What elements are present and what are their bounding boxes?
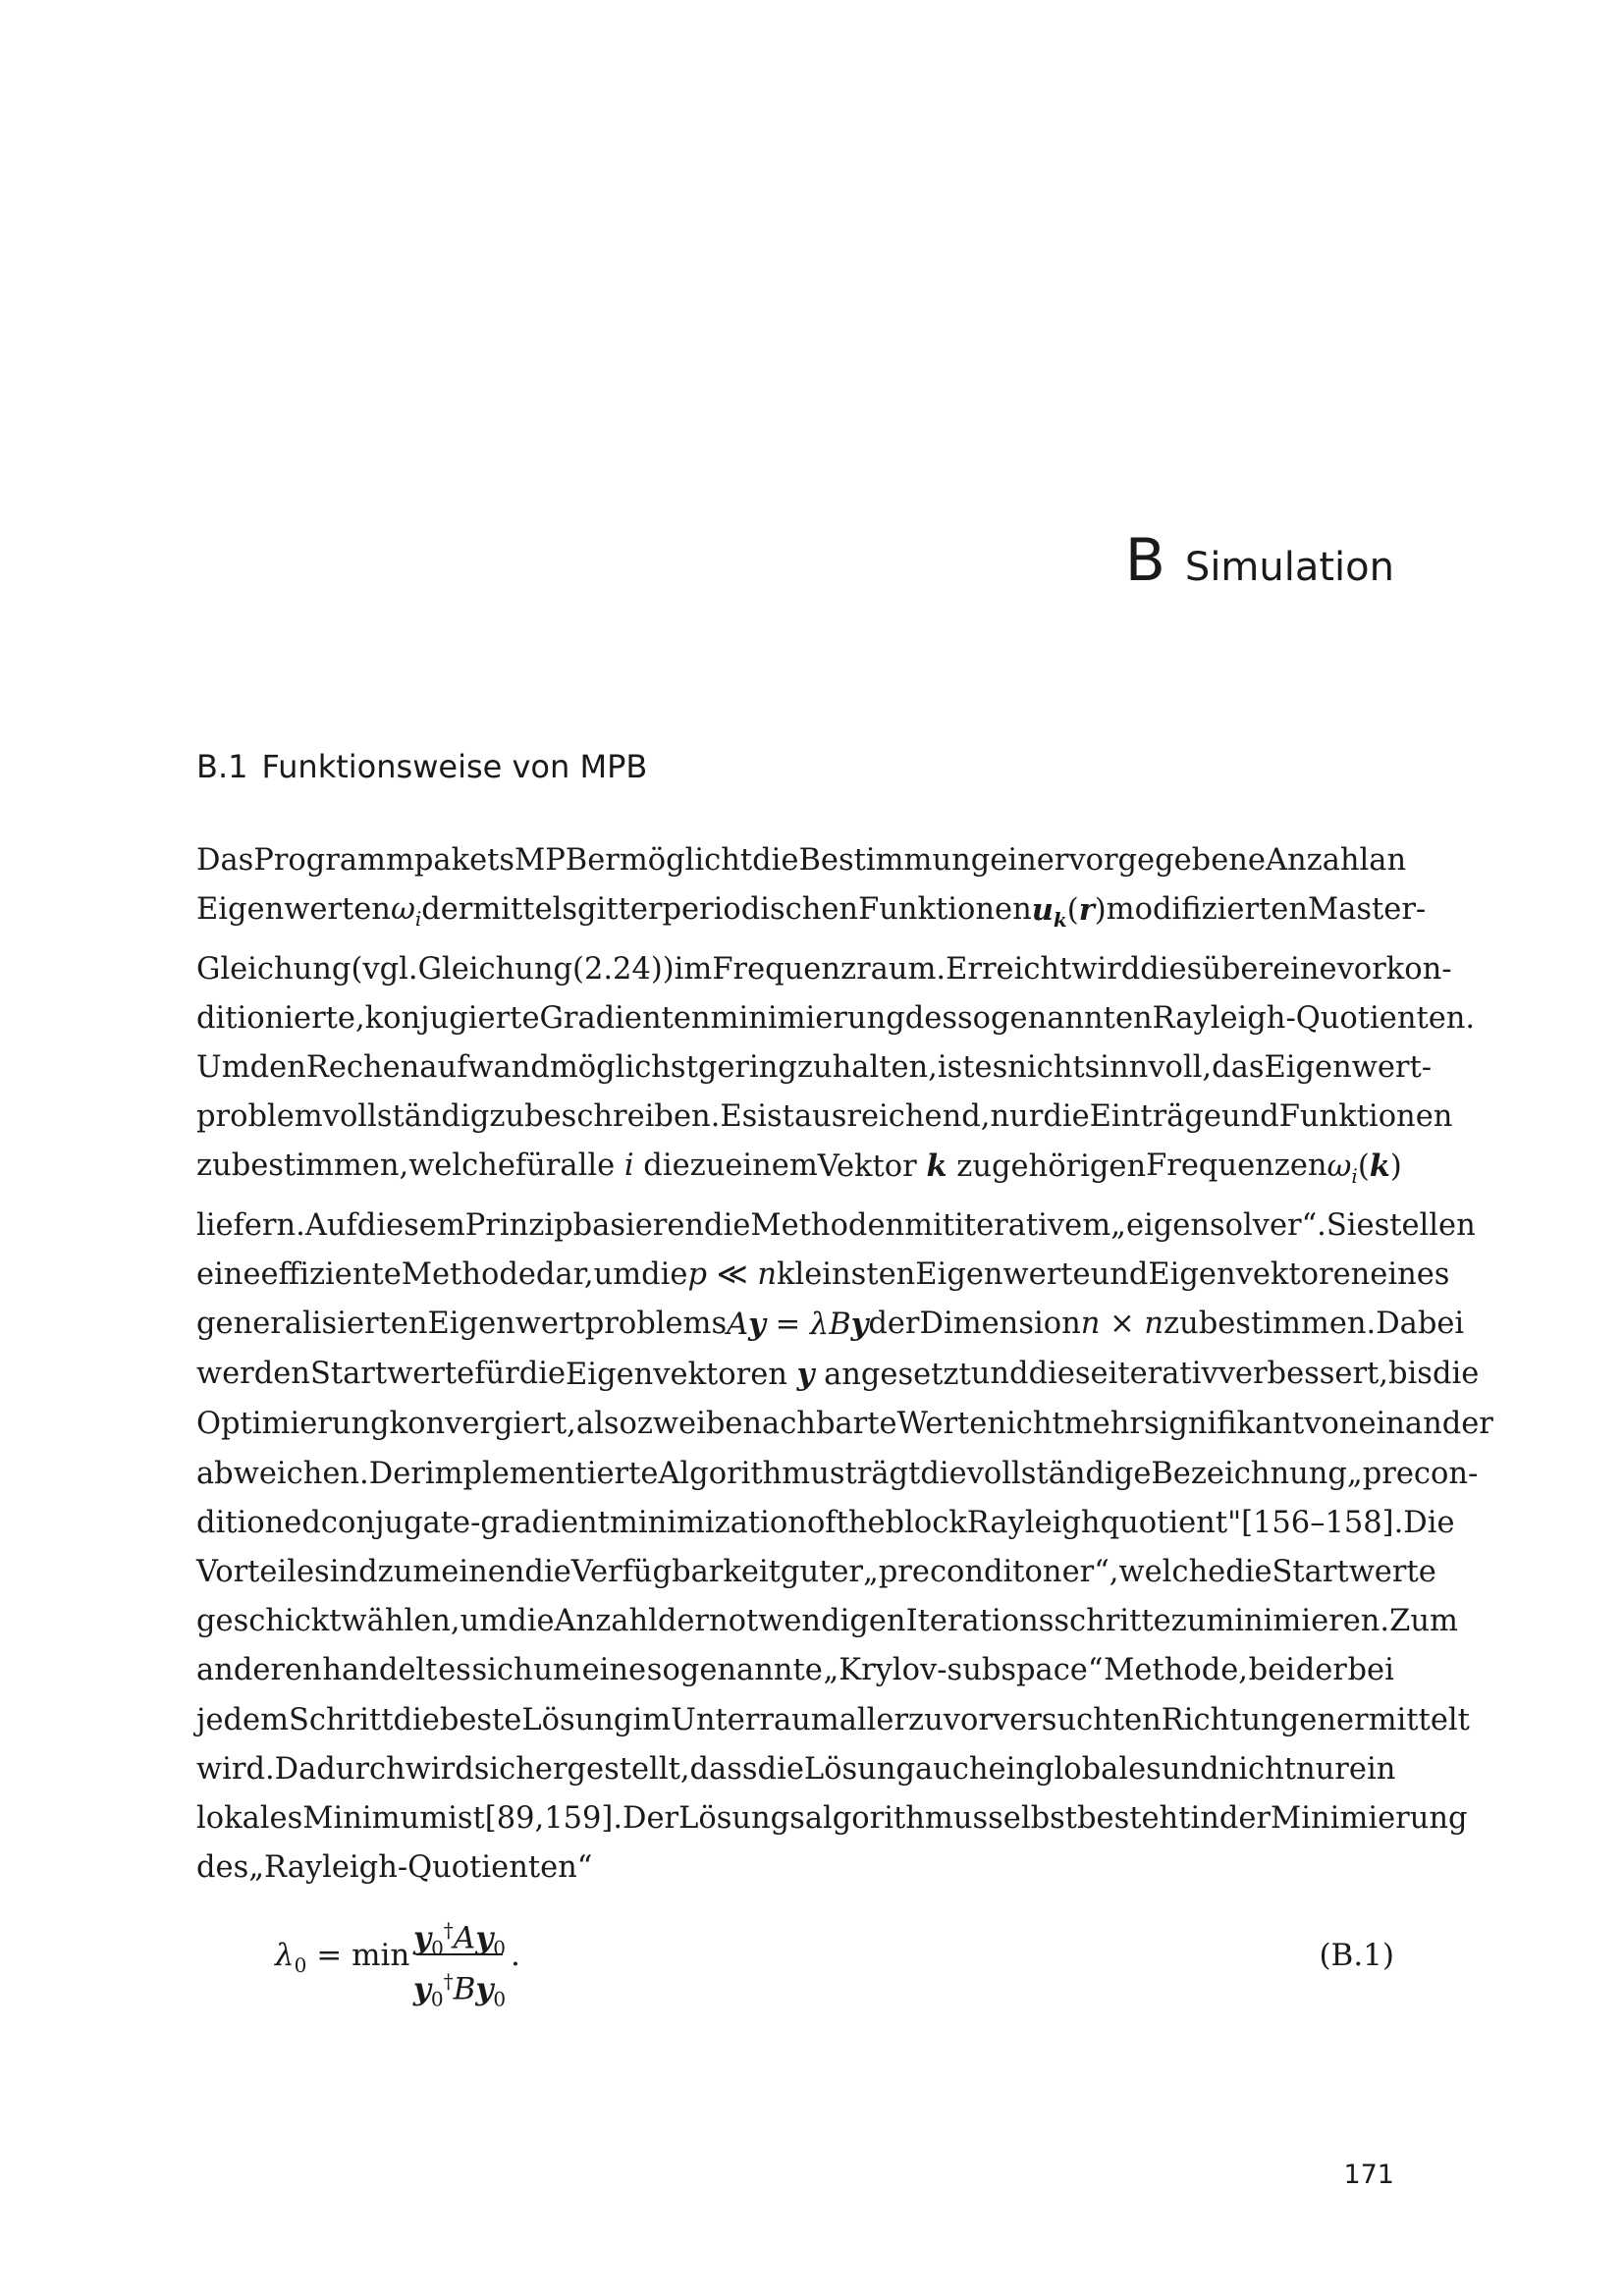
word: Lösungsalgorithmus	[678, 1801, 989, 1837]
word: bei	[1347, 1653, 1394, 1688]
word: guter	[780, 1555, 863, 1590]
text-line	[196, 1043, 1433, 1093]
word: zu	[489, 1099, 525, 1135]
word: über	[1202, 951, 1273, 987]
word: jedem	[196, 1702, 290, 1737]
word: vorgegebene	[1068, 843, 1266, 878]
word: vollständige	[966, 1456, 1152, 1491]
word: die	[1043, 1099, 1090, 1135]
word: auch	[914, 1751, 989, 1787]
word: es	[438, 1653, 471, 1688]
word: Bestimmung	[798, 843, 991, 878]
word: zu	[689, 1148, 726, 1184]
word: Minimierung	[1271, 1801, 1468, 1837]
word: Optimierung	[196, 1407, 390, 1442]
word: „preconditoner“,	[862, 1555, 1119, 1590]
text-line	[196, 1400, 1493, 1449]
word: versuchten	[992, 1702, 1162, 1737]
word: ist	[937, 1049, 975, 1085]
word: sinnvoll,	[1084, 1049, 1213, 1085]
word: die	[920, 1456, 967, 1491]
word: nicht	[987, 1407, 1064, 1442]
text-line	[196, 1499, 1455, 1548]
word: Rayleigh-Quotienten.	[1152, 1000, 1476, 1036]
word: dass	[689, 1751, 758, 1787]
word: nicht	[1218, 1751, 1297, 1787]
equation-fraction	[410, 1906, 509, 2011]
word: gering	[697, 1049, 797, 1085]
text-line	[196, 1350, 1480, 1400]
word: wird	[1071, 951, 1141, 987]
text-line	[196, 885, 1427, 944]
word: benachbarte	[705, 1407, 897, 1442]
word: alle i die	[560, 1148, 690, 1184]
word: die	[752, 843, 799, 878]
word: Sie	[1326, 1207, 1375, 1243]
word: also	[575, 1407, 637, 1442]
word: Eigenwerten	[196, 892, 391, 928]
word: „Rayleigh-Quotienten“	[248, 1850, 593, 1886]
word: Lösung	[803, 1751, 915, 1787]
word: um	[460, 1604, 509, 1639]
word: abweichen.	[196, 1456, 369, 1491]
word: Methode,	[1104, 1653, 1248, 1688]
text-line	[196, 1548, 1436, 1597]
word: um	[533, 1653, 581, 1688]
word: conjugate-gradient	[320, 1505, 610, 1540]
word: die	[757, 1751, 804, 1787]
section-heading	[196, 748, 647, 785]
word: zu	[1164, 1307, 1199, 1342]
word: bis	[1388, 1357, 1433, 1392]
word: Master-	[1307, 892, 1427, 928]
equation-numerator: $y_0^\dagger Ay_0$	[413, 1918, 506, 1960]
word: der	[1218, 1801, 1272, 1837]
word: und	[970, 1357, 1029, 1392]
word: verbessert,	[1218, 1357, 1389, 1392]
word: Die	[1403, 1505, 1455, 1540]
word: ist	[757, 1099, 794, 1135]
word: globales	[1035, 1751, 1162, 1787]
word: es	[974, 1049, 1008, 1085]
text-line	[196, 1646, 1394, 1695]
word: Auf	[304, 1207, 357, 1243]
word: Vorteile	[196, 1555, 315, 1590]
word: Rayleigh	[966, 1505, 1101, 1540]
word: des	[904, 1000, 957, 1036]
word: of	[806, 1505, 837, 1540]
word: ausreichend,	[793, 1099, 991, 1135]
word: Eigenwerte	[915, 1256, 1091, 1292]
word: werden	[196, 1357, 310, 1392]
word: die	[704, 1207, 751, 1243]
word: möglichst	[549, 1049, 698, 1085]
word: Werte	[896, 1407, 988, 1442]
word: in	[1190, 1801, 1219, 1837]
word: der	[1295, 1653, 1347, 1688]
word: und	[1161, 1751, 1219, 1787]
word: modifizierten	[1106, 892, 1308, 928]
word: zuvor	[908, 1702, 993, 1737]
word: aller	[839, 1702, 909, 1737]
equation-label: (B.1)	[1319, 1938, 1394, 1973]
word: Richtungen	[1161, 1702, 1336, 1737]
word: $\omega_i$	[390, 892, 422, 932]
word: den	[249, 1049, 306, 1085]
text-line	[196, 1300, 1465, 1350]
word: Prinzip	[464, 1207, 573, 1243]
text-line	[196, 1142, 1402, 1201]
word: handelt	[322, 1653, 438, 1688]
word: Programmpakets	[253, 843, 515, 878]
word: Einträge	[1089, 1099, 1221, 1135]
word: ditioned	[196, 1505, 321, 1540]
text-line	[196, 1843, 1394, 1893]
word: trägt	[844, 1456, 921, 1491]
text-line	[196, 1251, 1450, 1300]
word: Rechenaufwand	[305, 1049, 550, 1085]
word: die	[524, 1555, 571, 1590]
word: bei	[1248, 1653, 1295, 1688]
text-line	[196, 945, 1452, 994]
word: sogenannten	[956, 1000, 1153, 1036]
word: nicht	[1007, 1049, 1085, 1085]
equation-lhs: $\lambda_0 = \min$	[275, 1938, 410, 1978]
word: besteht	[1077, 1801, 1191, 1837]
word: Anzahl	[1265, 843, 1370, 878]
body-paragraph	[196, 836, 1493, 1893]
word: für	[514, 1148, 561, 1184]
word: ein	[988, 1751, 1035, 1787]
word: eine	[581, 1653, 647, 1688]
word: für	[474, 1357, 519, 1392]
word: Iterationsschritte	[905, 1604, 1171, 1639]
text-line	[196, 1745, 1394, 1794]
word: geschickt	[196, 1604, 342, 1639]
word: die	[518, 1357, 567, 1392]
word: die	[1432, 1357, 1480, 1392]
word: iterativem	[954, 1207, 1111, 1243]
word: (2.24))	[572, 951, 675, 987]
word: der	[657, 1604, 710, 1639]
word: beschreiben.	[524, 1099, 721, 1135]
word: „Krylov-subspace“	[823, 1653, 1104, 1688]
chapter-heading	[1125, 526, 1394, 595]
chapter-number: B	[1124, 526, 1165, 595]
word: Unterraum	[671, 1702, 839, 1737]
word: Eigenwertproblems	[427, 1307, 728, 1342]
word: minimieren.	[1206, 1604, 1390, 1639]
word: Eigenwert-	[1264, 1049, 1433, 1085]
word: welche	[1118, 1555, 1226, 1590]
word: des	[196, 1850, 249, 1886]
word: Schritt	[289, 1702, 394, 1737]
word: Dabei	[1376, 1307, 1465, 1342]
word: kleinsten	[777, 1256, 916, 1292]
word: und	[1220, 1099, 1279, 1135]
equation-period: .	[511, 1938, 520, 1973]
word: Algorithmus	[658, 1456, 845, 1491]
equation-b1	[275, 1906, 1394, 2014]
word: eine	[196, 1256, 261, 1292]
word: voneinander	[1304, 1407, 1493, 1442]
word: die	[1225, 1555, 1272, 1590]
word: vorkon-	[1336, 951, 1452, 987]
word: Gleichung	[196, 951, 352, 987]
word: nur	[990, 1099, 1044, 1135]
word: Methode	[401, 1256, 536, 1292]
word: Eigenvektoren y angesetzt	[566, 1357, 971, 1393]
word: basieren	[572, 1207, 705, 1243]
word: (vgl.	[351, 951, 418, 987]
word: Frequenzen	[1146, 1148, 1327, 1184]
word: Zum	[1389, 1604, 1458, 1639]
word: 159].	[544, 1801, 623, 1837]
word: ermöglicht	[587, 843, 753, 878]
section-number: B.1	[196, 748, 248, 785]
word: zum	[377, 1555, 442, 1590]
word: Es	[720, 1099, 758, 1135]
word: [89,	[484, 1801, 545, 1837]
word: die	[641, 1256, 688, 1292]
word: dar,	[535, 1256, 594, 1292]
word: signifikant	[1143, 1407, 1305, 1442]
word: dies	[1140, 951, 1203, 987]
word: Funktionen	[858, 892, 1032, 928]
word: diesem	[356, 1207, 465, 1243]
word: implementierte	[424, 1456, 659, 1491]
word: $u_k(r)$	[1031, 892, 1107, 933]
word: beste	[439, 1702, 522, 1737]
word: Der	[368, 1456, 425, 1491]
text-line	[196, 1696, 1470, 1745]
word: anderen	[196, 1653, 322, 1688]
word: iterativ	[1108, 1357, 1218, 1392]
word: Funktionen	[1278, 1099, 1453, 1135]
word: im	[674, 951, 713, 987]
text-line	[196, 836, 1407, 885]
word: zu	[196, 1148, 232, 1184]
word: einer	[990, 843, 1069, 878]
word: die	[393, 1702, 440, 1737]
word: mit	[904, 1207, 955, 1243]
word: sind	[314, 1555, 378, 1590]
word: die	[508, 1604, 555, 1639]
word: notwendigen	[709, 1604, 906, 1639]
word: bestimmen,	[231, 1148, 409, 1184]
word: MPB	[514, 843, 588, 878]
word: „eigensolver“.	[1110, 1207, 1326, 1243]
word: p ≪ n	[687, 1256, 777, 1292]
word: und	[1090, 1256, 1149, 1292]
word: Bezeichnung	[1151, 1456, 1347, 1491]
word: eines	[1370, 1256, 1450, 1292]
word: zwei	[636, 1407, 706, 1442]
word: block	[885, 1505, 967, 1540]
word: Frequenzraum.	[712, 951, 947, 987]
word: Lösung	[521, 1702, 633, 1737]
word: konvergiert,	[389, 1407, 576, 1442]
word: gitterperiodischen	[577, 892, 859, 928]
word: zu	[1170, 1604, 1207, 1639]
word: an	[1369, 843, 1407, 878]
equation-denominator: $y_0^\dagger By_0$	[412, 1969, 507, 2011]
word: effiziente	[260, 1256, 402, 1292]
word: das	[1212, 1049, 1265, 1085]
word: $\omega_i(k)$	[1326, 1148, 1402, 1189]
word: diese	[1028, 1357, 1109, 1392]
word: Vektor k zugehörigen	[817, 1148, 1147, 1185]
text-line	[196, 1093, 1453, 1142]
word: zu	[796, 1049, 833, 1085]
word: Erreicht	[946, 951, 1072, 987]
word: um	[593, 1256, 642, 1292]
word: Minimum	[302, 1801, 449, 1837]
word: mehr	[1063, 1407, 1144, 1442]
word: ist	[448, 1801, 485, 1837]
word: halten,	[832, 1049, 938, 1085]
word: wird.	[196, 1751, 275, 1787]
section-title: Funktionsweise von MPB	[261, 748, 648, 785]
word: mittels	[472, 892, 578, 928]
word: „precon-	[1346, 1456, 1479, 1491]
word: sichergestellt,	[473, 1751, 690, 1787]
word: ditionierte,	[196, 1000, 365, 1036]
word: Ay = λBy	[727, 1307, 869, 1343]
word: sogenannte	[646, 1653, 823, 1688]
text-line	[196, 1201, 1476, 1251]
word: einen	[441, 1555, 525, 1590]
word: bestimmen.	[1198, 1307, 1377, 1342]
word: Verfügbarkeit	[570, 1555, 781, 1590]
word: ermittelt	[1336, 1702, 1470, 1737]
word: Das	[196, 843, 254, 878]
word: the	[836, 1505, 886, 1540]
word: Startwerte	[1272, 1555, 1436, 1590]
word: der	[421, 892, 473, 928]
word: Der	[623, 1801, 679, 1837]
word: Anzahl	[554, 1604, 658, 1639]
word: Startwerte	[309, 1357, 475, 1392]
word: der	[868, 1307, 920, 1342]
word: Methoden	[750, 1207, 905, 1243]
word: eine	[1272, 951, 1337, 987]
word: generalisierten	[196, 1307, 428, 1342]
word: im	[632, 1702, 672, 1737]
word: wählen,	[341, 1604, 460, 1639]
word: wird	[405, 1751, 474, 1787]
word: n × n	[1080, 1307, 1164, 1342]
word: lokales	[196, 1801, 303, 1837]
word: stellen	[1374, 1207, 1476, 1243]
chapter-title: Simulation	[1184, 545, 1394, 590]
word: einem	[725, 1148, 818, 1184]
word: welche	[408, 1148, 515, 1184]
text-line	[196, 1794, 1468, 1843]
word: Gradientenminimierung	[539, 1000, 905, 1036]
text-line	[196, 994, 1476, 1043]
word: problem	[196, 1099, 323, 1135]
word: konjugierte	[364, 1000, 540, 1036]
word: Um	[196, 1049, 250, 1085]
word: nur	[1296, 1751, 1349, 1787]
word: ein	[1348, 1751, 1396, 1787]
word: Dimension	[919, 1307, 1081, 1342]
word: minimization	[609, 1505, 807, 1540]
text-line	[196, 1597, 1458, 1646]
word: quotient"[156–158].	[1100, 1505, 1404, 1540]
word: Gleichung	[417, 951, 573, 987]
word: Dadurch	[274, 1751, 406, 1787]
word: liefern.	[196, 1207, 305, 1243]
word: vollständig	[322, 1099, 490, 1135]
text-line	[196, 1450, 1479, 1499]
word: sich	[471, 1653, 533, 1688]
word: selbst	[988, 1801, 1078, 1837]
page-number: 171	[1343, 2160, 1394, 2190]
word: Eigenvektoren	[1148, 1256, 1371, 1292]
